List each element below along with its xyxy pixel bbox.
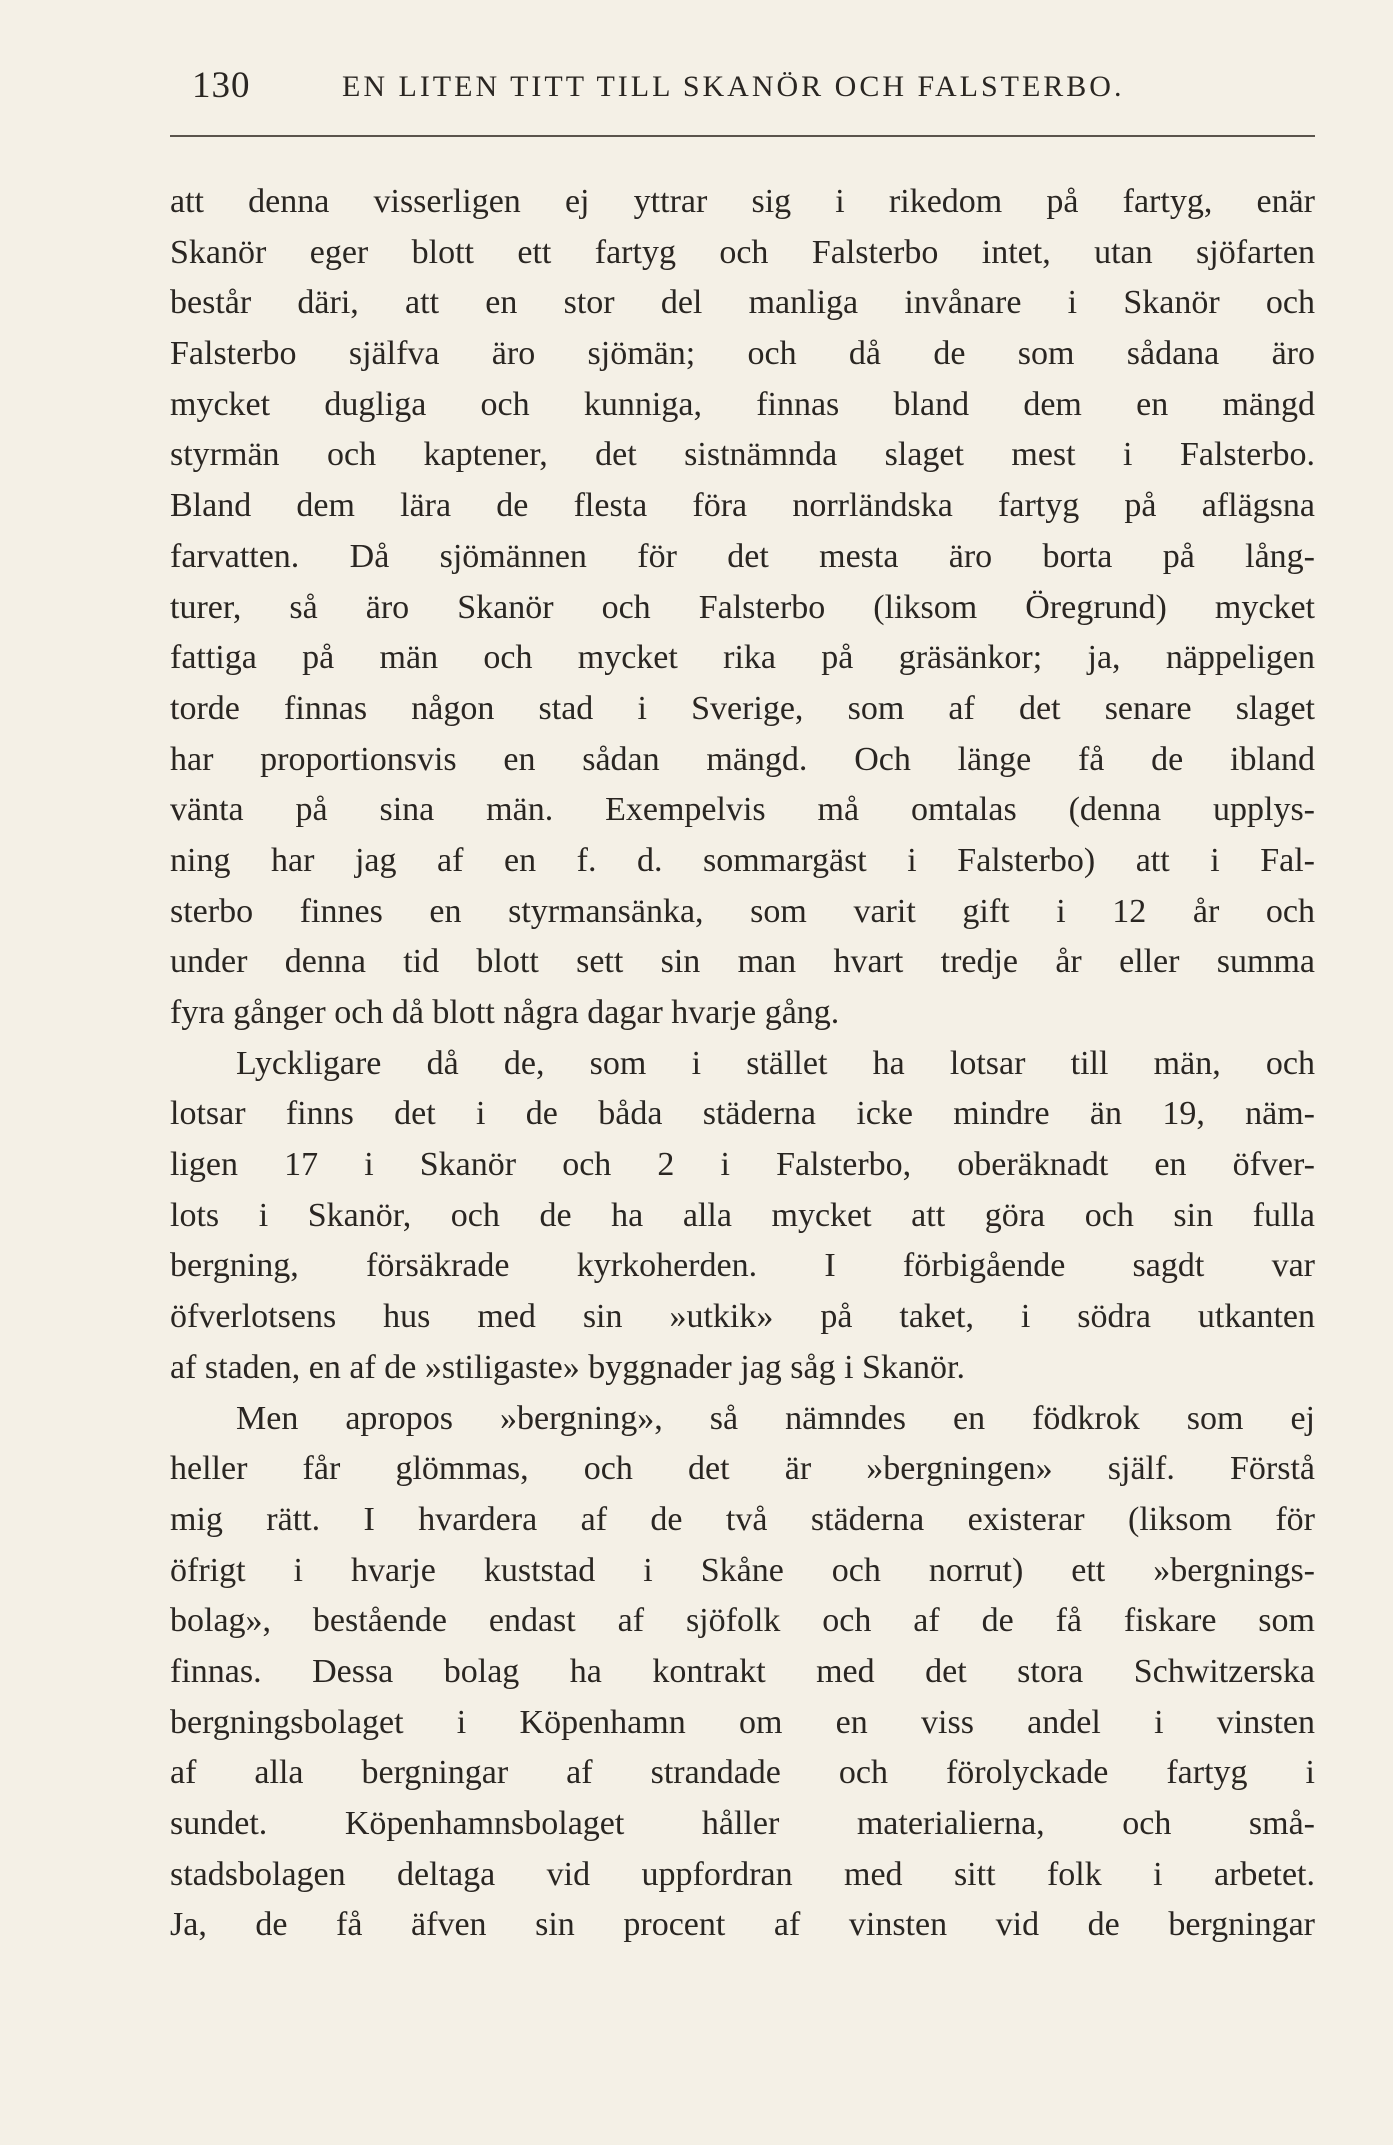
text-line: vänta på sina män. Exempelvis må omtalas (denna upplys- <box>170 791 1315 829</box>
text-line: Falsterbo själfva äro sjömän; och då de som sådana äro <box>170 335 1315 373</box>
text-line: lotsar finns det i de båda städerna icke mindre än 19, näm- <box>170 1095 1315 1133</box>
text-line: Skanör eger blott ett fartyg och Falsterbo intet, utan sjöfarten <box>170 233 1315 271</box>
text-line: bergningsbolaget i Köpenhamn om en viss andel i vinsten <box>170 1703 1315 1741</box>
text-line: öfverlotsens hus med sin »utkik» på taket, i södra utkanten <box>170 1298 1315 1336</box>
text-line: består däri, att en stor del manliga invånare i Skanör och <box>170 284 1315 322</box>
text-line: heller får glömmas, och det är »bergningen» själf. Förstå <box>170 1450 1315 1488</box>
text-line: af alla bergningar af strandade och förolyckade fartyg i <box>170 1754 1315 1792</box>
text-line: turer, så äro Skanör och Falsterbo (liksom Öregrund) mycket <box>170 588 1315 626</box>
text-line: mycket dugliga och kunniga, finnas bland dem en mängd <box>170 385 1315 423</box>
text-line: stadsbolagen deltaga vid uppfordran med sitt folk i arbetet. <box>170 1855 1315 1893</box>
text-line: Bland dem lära de flesta föra norrländska fartyg på aflägsna <box>170 487 1315 525</box>
text-line: Ja, de få äfven sin procent af vinsten vid de bergningar <box>170 1906 1315 1944</box>
text-line: Men apropos »bergning», så nämndes en födkrok som ej <box>236 1399 1315 1437</box>
text-line: bergning, försäkrade kyrkoherden. I förbigående sagdt var <box>170 1247 1315 1285</box>
text-line: har proportionsvis en sådan mängd. Och länge få de ibland <box>170 740 1315 778</box>
text-line: lots i Skanör, och de ha alla mycket att göra och sin fulla <box>170 1196 1315 1234</box>
text-line: mig rätt. I hvardera af de två städerna existerar (liksom för <box>170 1500 1315 1538</box>
running-head <box>170 64 1315 114</box>
text-line: bolag», bestående endast af sjöfolk och af de få fiskare som <box>170 1602 1315 1640</box>
text-line: sundet. Köpenhamnsbolaget håller materialierna, och små- <box>170 1805 1315 1842</box>
text-line: Lyckligare då de, som i stället ha lotsar till män, och <box>236 1044 1315 1082</box>
text-line: af staden, en af de »stiligaste» byggnader jag såg i Skanör. <box>170 1348 965 1386</box>
header-rule <box>170 135 1315 137</box>
text-line: att denna visserligen ej yttrar sig i rikedom på fartyg, enär <box>170 183 1315 220</box>
text-line: ning har jag af en f. d. sommargäst i Falsterbo) att i Fal- <box>170 841 1315 879</box>
text-line: fyra gånger och då blott några dagar hvarje gång. <box>170 994 840 1031</box>
text-line: styrmän och kaptener, det sistnämnda slaget mest i Falsterbo. <box>170 436 1315 474</box>
running-title: EN LITEN TITT TILL SKANÖR OCH FALSTERBO. <box>342 70 1125 103</box>
text-line: fattiga på män och mycket rika på gräsänkor; ja, näppeligen <box>170 639 1315 677</box>
text-line: torde finnas någon stad i Sverige, som af det senare slaget <box>170 689 1315 727</box>
text-line: farvatten. Då sjömännen för det mesta äro borta på lång- <box>170 537 1315 575</box>
text-line: finnas. Dessa bolag ha kontrakt med det stora Schwitzerska <box>170 1652 1315 1690</box>
text-line: sterbo finnes en styrmansänka, som varit gift i 12 år och <box>170 892 1315 930</box>
body-text <box>170 177 1315 1951</box>
text-line: under denna tid blott sett sin man hvart tredje år eller summa <box>170 943 1315 981</box>
text-line: öfrigt i hvarje kuststad i Skåne och norrut) ett »bergnings- <box>170 1551 1315 1589</box>
text-line: ligen 17 i Skanör och 2 i Falsterbo, oberäknadt en öfver- <box>170 1146 1315 1184</box>
page-number: 130 <box>192 65 251 106</box>
